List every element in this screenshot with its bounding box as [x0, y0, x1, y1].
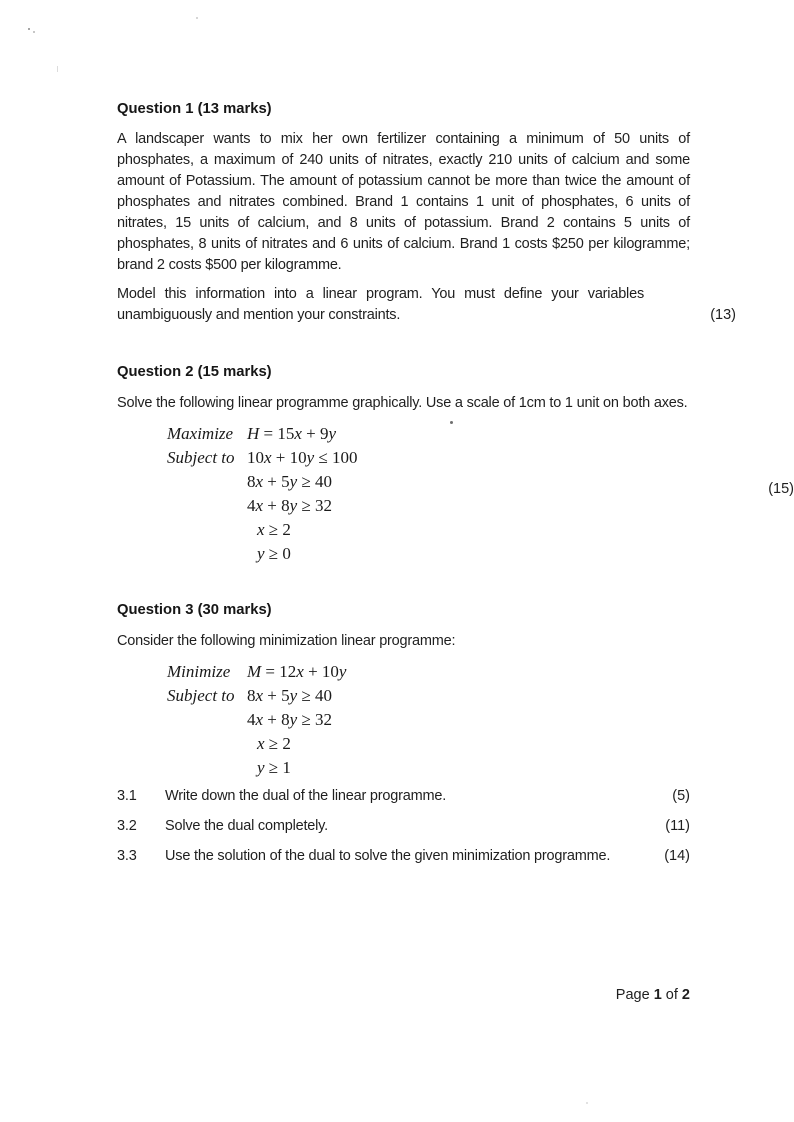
question-3-parts — [117, 786, 690, 867]
scan-artifact — [586, 1102, 588, 1104]
part-row-3-3 — [117, 846, 690, 867]
part-text: Write down the dual of the linear programme. — [165, 788, 447, 804]
part-marks: (14) — [664, 848, 690, 864]
scan-artifact — [57, 66, 58, 72]
constraint-line: y ≥ 1 — [257, 758, 291, 777]
question-3-intro: Consider the following minimization linear programme: — [117, 633, 456, 649]
part-text: Use the solution of the dual to solve the given minimization programme. — [165, 848, 611, 864]
constraint-line: x ≥ 2 — [257, 520, 291, 539]
constraint-line: 4x + 8y ≥ 32 — [247, 496, 333, 515]
objective-row — [167, 660, 690, 684]
constraint-row — [167, 684, 690, 708]
constraint-row — [167, 446, 690, 470]
constraint-line: 8x + 5y ≥ 40 — [247, 472, 333, 491]
constraint-line: 4x + 8y ≥ 32 — [247, 710, 333, 729]
part-text: Solve the dual completely. — [165, 818, 328, 834]
question-3-heading: Question 3 (30 marks) — [117, 602, 272, 618]
constraint-row — [167, 494, 690, 518]
objective-expression: M = 12x + 10y — [247, 662, 347, 681]
objective-row — [167, 422, 690, 446]
question-1-body: A landscaper wants to mix her own fertilizer containing a minimum of 50 units of phosphates, a maximum of 240 units of nitrates, exactly 210 units of calcium and some amount of Potassium. The amount of potassium cannot be more than twice the amount of phosphates and nitrates combined. Brand 1 contains 1 unit of phosphates, 6 units of nitrates, 15 units of calcium, and 8 units of potassium. Brand 2 contains 5 units of phosphates, 8 units of nitrates and 6 units of calcium. Brand 1 costs $250 per kilogramme; brand 2 costs $500 per kilogramme. — [117, 131, 690, 273]
part-row-3-1 — [117, 786, 690, 807]
constraint-line: 10x + 10y ≤ 100 — [247, 448, 358, 467]
footer-prefix: Page — [615, 987, 654, 1003]
subject-to-label: Subject to — [167, 448, 235, 467]
constraint-line: x ≥ 2 — [257, 734, 291, 753]
page-content — [117, 98, 794, 867]
constraint-row — [167, 542, 690, 566]
constraint-row — [167, 732, 690, 756]
constraint-row — [167, 470, 690, 494]
constraint-row — [167, 708, 690, 732]
objective-label: Maximize — [167, 424, 234, 443]
scan-artifact — [196, 17, 198, 19]
question-2-intro: Solve the following linear programme graphically. Use a scale of 1cm to 1 unit on both axes. — [117, 395, 688, 411]
question-1-marks: (13) — [710, 307, 736, 323]
subject-to-label: Subject to — [167, 686, 235, 705]
objective-label: Minimize — [167, 662, 231, 681]
objective-expression: H = 15x + 9y — [247, 424, 337, 443]
question-1-task-text: Model this information into a linear program. You must define your variables unambiguously and mention your constraints. — [117, 286, 644, 323]
footer-middle: of — [661, 987, 682, 1003]
part-number: 3.3 — [117, 848, 137, 864]
constraint-row — [167, 756, 690, 780]
part-number: 3.1 — [117, 788, 137, 804]
question-1-task — [117, 284, 736, 326]
question-2-heading: Question 2 (15 marks) — [117, 364, 272, 380]
part-row-3-2 — [117, 816, 690, 837]
scan-artifact — [33, 31, 35, 33]
scan-artifact — [28, 28, 30, 30]
footer-total-pages: 2 — [681, 987, 690, 1003]
part-number: 3.2 — [117, 818, 137, 834]
page-footer — [616, 987, 690, 1003]
question-2-math-block — [167, 422, 794, 566]
question-3-math-block — [167, 660, 690, 780]
part-marks: (5) — [672, 788, 690, 804]
constraint-line: y ≥ 0 — [257, 544, 291, 563]
constraint-row — [167, 518, 690, 542]
constraint-line: 8x + 5y ≥ 40 — [247, 686, 333, 705]
footer-page-number: 1 — [653, 987, 662, 1003]
question-1-heading: Question 1 (13 marks) — [117, 101, 272, 117]
part-marks: (11) — [665, 818, 690, 834]
question-2-marks: (15) — [768, 481, 794, 497]
